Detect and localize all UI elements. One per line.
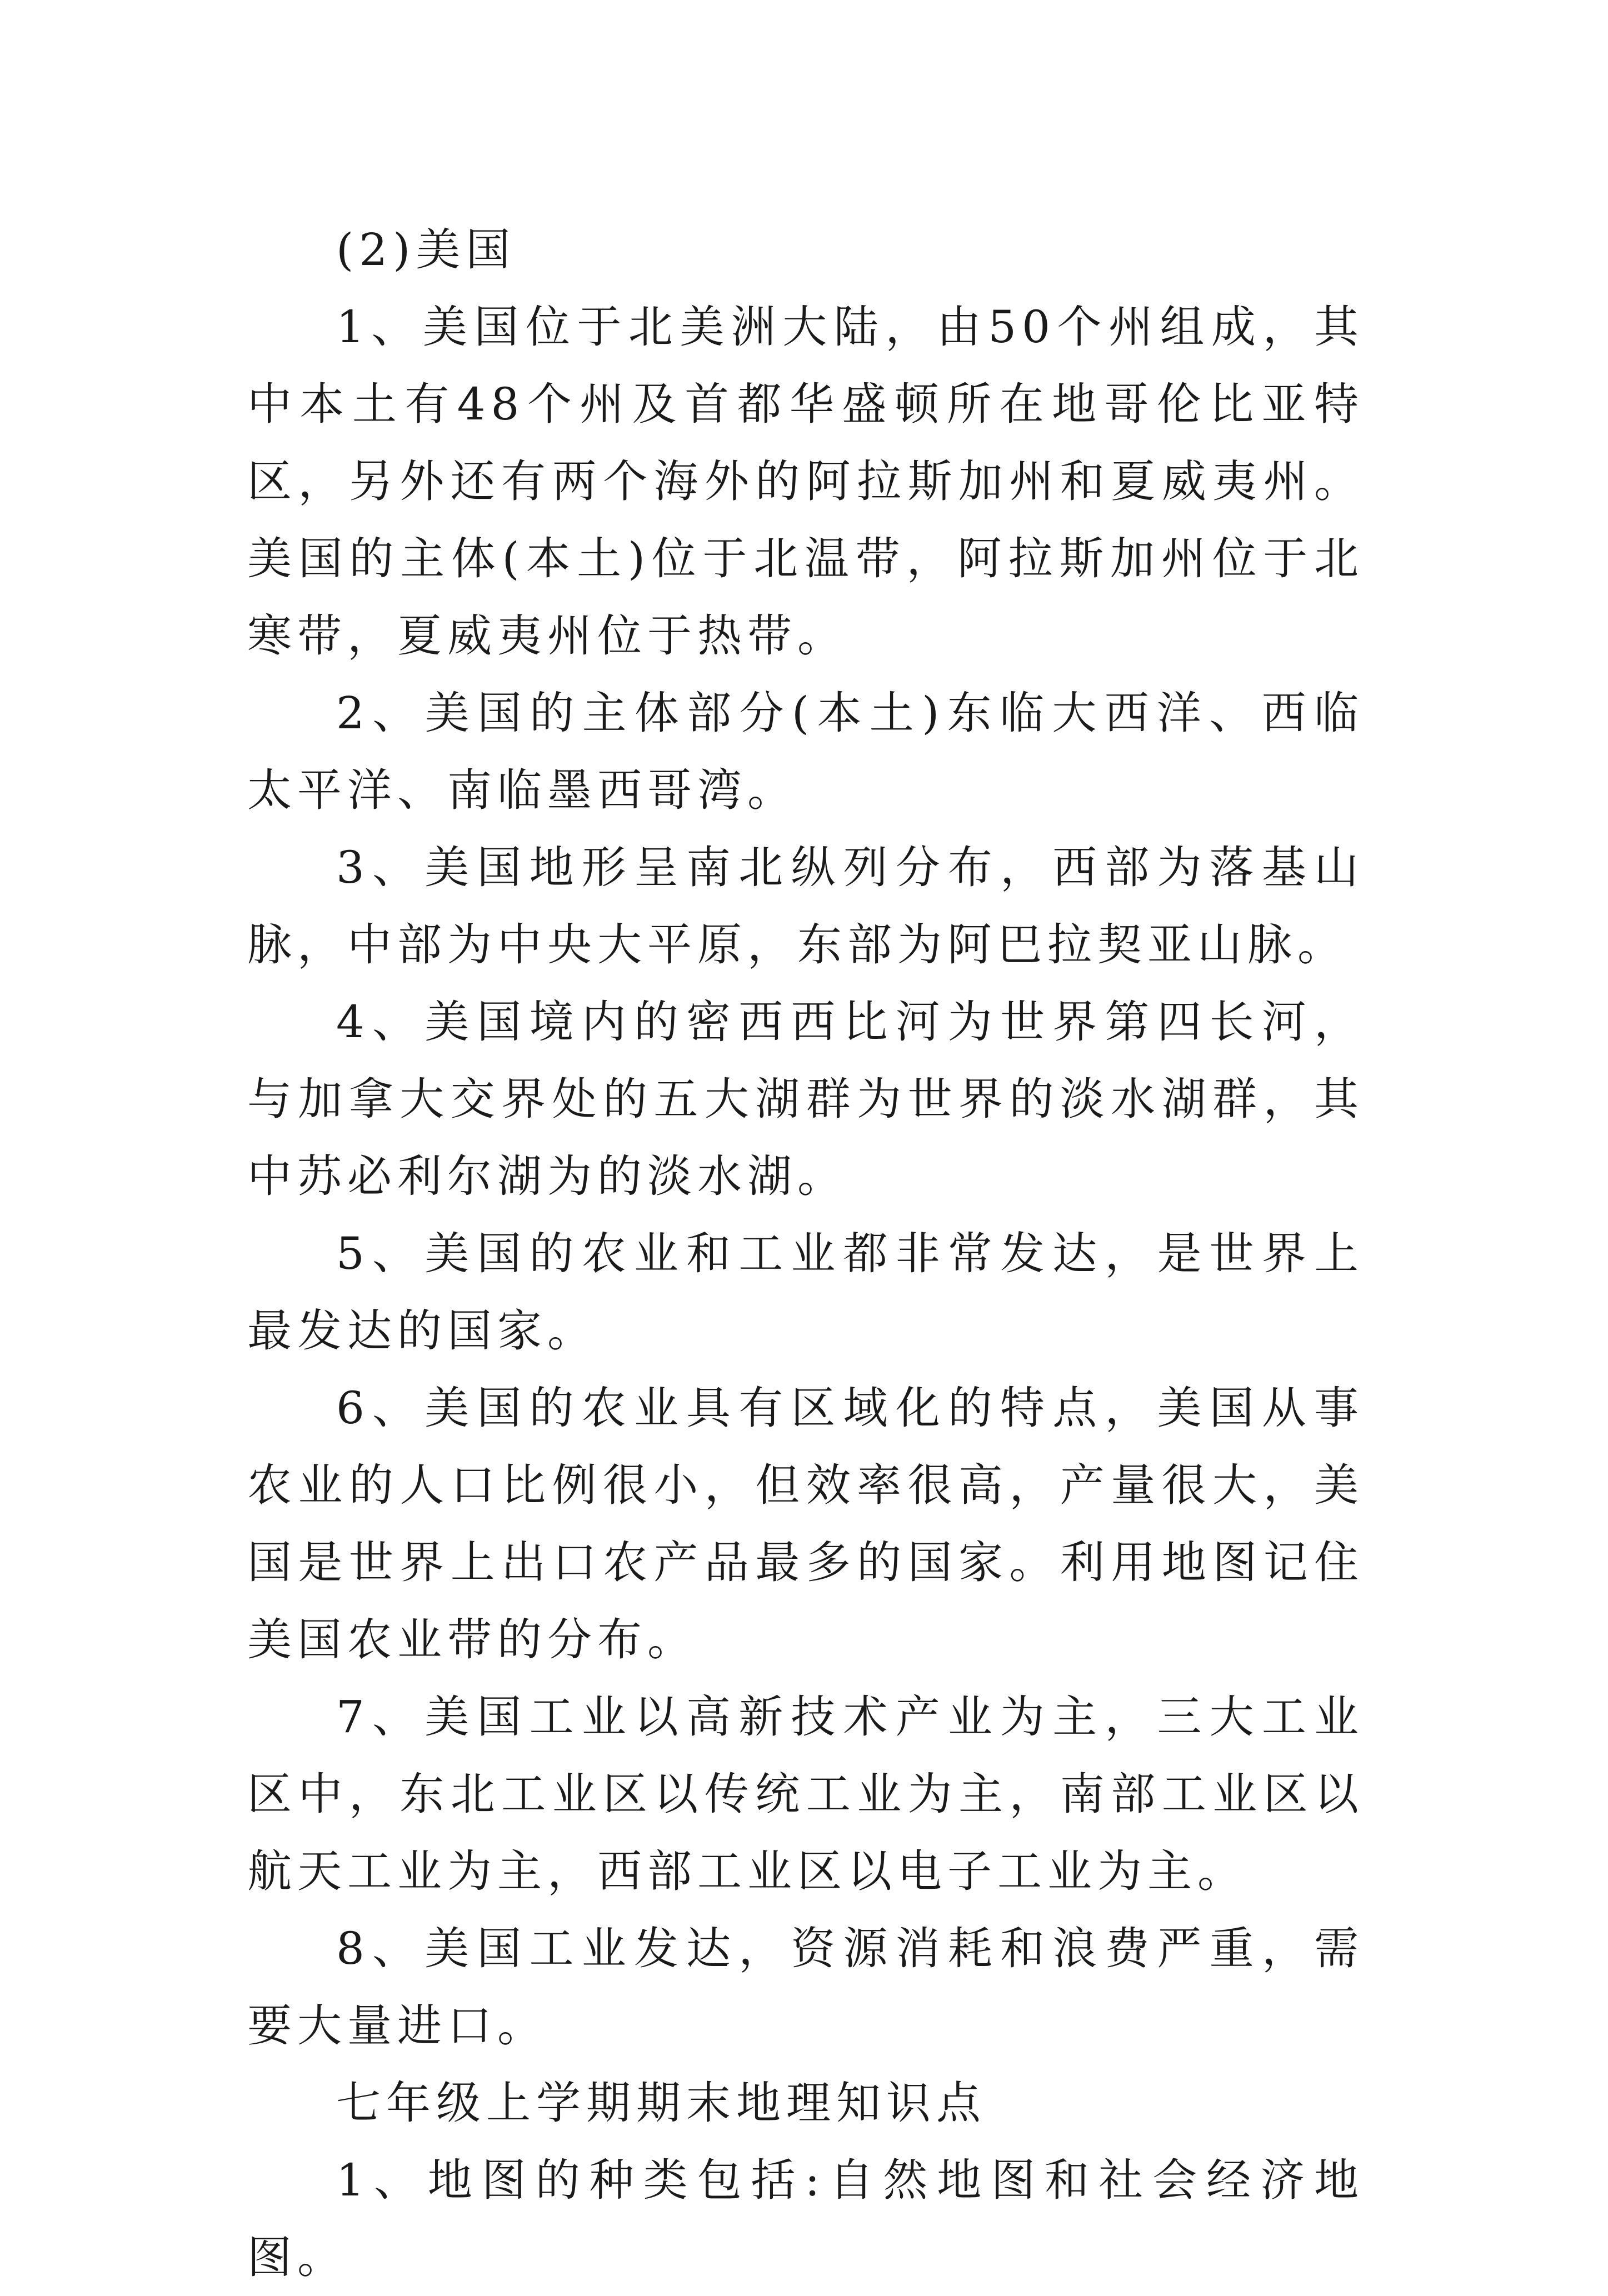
paragraph-5: 5、美国的农业和工业都非常发达，是世界上最发达的国家。 xyxy=(247,1228,1364,1357)
paragraph-3: 3、美国地形呈南北纵列分布，西部为落基山脉，中部为中央大平原，东部为阿巴拉契亚山脉。 xyxy=(247,842,1364,971)
paragraph-7: 7、美国工业以高新技术产业为主，三大工业区中，东北工业区以传统工业为主，南部工业区以航天工业为主，西部工业区以电子工业为主。 xyxy=(247,1691,1364,1897)
paragraph-6: 6、美国的农业具有区域化的特点，美国从事农业的人口比例很小，但效率很高，产量很大，美国是世界上出口农产品最多的国家。利用地图记住美国农业带的分布。 xyxy=(247,1382,1364,1665)
paragraph-2: 2、美国的主体部分(本土)东临大西洋、西临太平洋、南临墨西哥湾。 xyxy=(247,687,1364,816)
document-body xyxy=(247,211,1364,2296)
final-paragraph: 1、地图的种类包括:自然地图和社会经济地图。 xyxy=(247,2154,1364,2283)
paragraph-1: 1、美国位于北美洲大陆，由50个州组成，其中本土有48个州及首都华盛顿所在地哥伦比亚特区，另外还有两个海外的阿拉斯加州和夏威夷州。美国的主体(本土)位于北温带，阿拉斯加州位于北寒带，夏威夷州位于热带。 xyxy=(247,301,1364,662)
section-heading: (2)美国 xyxy=(336,224,516,276)
subtitle: 七年级上学期期末地理知识点 xyxy=(336,2077,986,2129)
paragraph-8: 8、美国工业发达，资源消耗和浪费严重，需要大量进口。 xyxy=(247,1923,1364,2052)
paragraph-4: 4、美国境内的密西西比河为世界第四长河，与加拿大交界处的五大湖群为世界的淡水湖群，其中苏必利尔湖为的淡水湖。 xyxy=(247,996,1364,1202)
